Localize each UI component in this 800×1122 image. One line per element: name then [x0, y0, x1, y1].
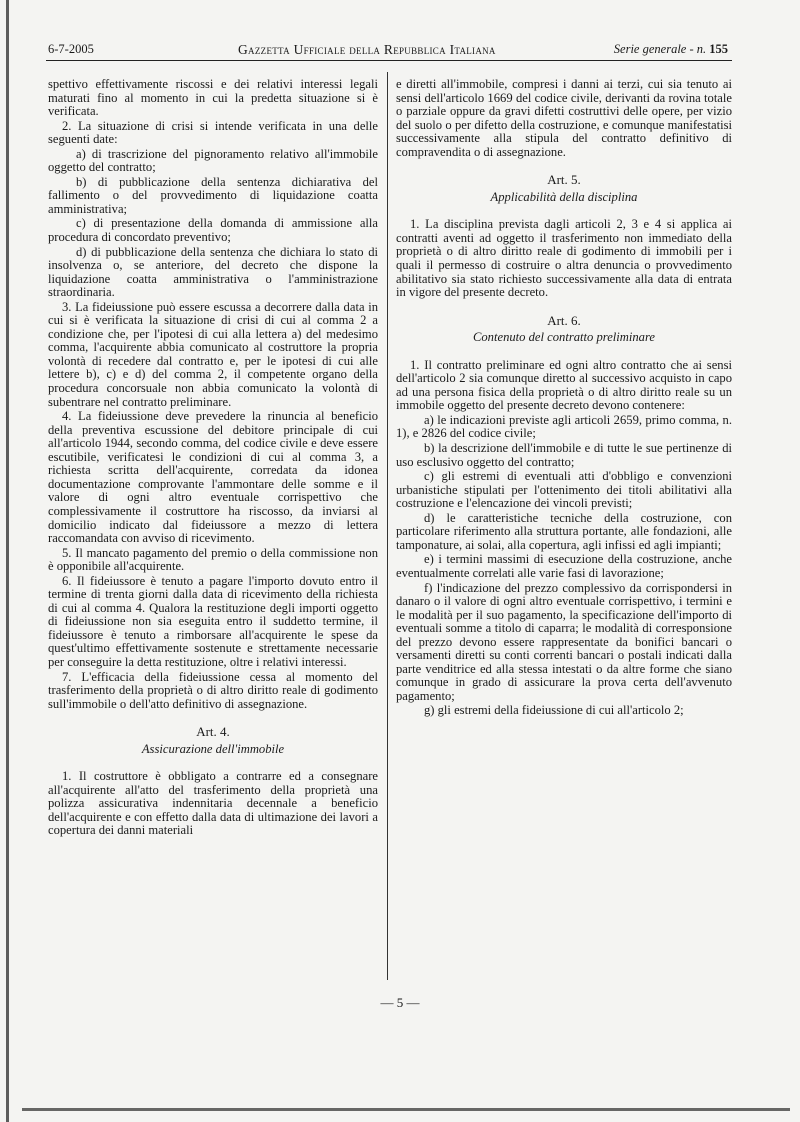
header-serie — [614, 42, 728, 57]
article-6-item-f: f) l'indicazione del prezzo complessivo da corrispondersi in danaro o il valore di ogni altro eventuale corrispettivo, i termini e le modalità per il suo pagamento, la specificazione dell'importo di eventuali somme a titolo di caparra; le modalità di corresponsione del prezzo devono essere rappresentate da bonifici bancari o versamenti diretti su conti correnti bancari o postali indicati dalla parte venditrice ed alla stessa intestati o da altre forme che siano comunque in grado di assicurare la prova certa dell'avvenuto pagamento; — [396, 580, 732, 703]
article-6-item-a: a) le indicazioni previste agli articoli 2659, primo comma, n. 1), e 2826 del codice civile; — [396, 412, 732, 441]
article-6-paragraph-1: 1. Il contratto preliminare ed ogni altro contratto che ai sensi dell'articolo 2 sia comunque diretto al successivo acquisto in capo ad una persona fisica della proprietà o di altro diritto reale su un immobile oggetto del presente decreto devono contenere: — [396, 357, 732, 413]
scan-edge — [6, 0, 9, 1122]
header-rule — [46, 60, 732, 61]
left-column — [48, 78, 378, 839]
article-4-title: Assicurazione dell'immobile — [141, 741, 285, 756]
header-date: 6-7-2005 — [48, 42, 94, 56]
left-item-a: a) di trascrizione del pignoramento relativo all'immobile oggetto del contratto; — [48, 146, 378, 175]
left-paragraph-7: 7. L'efficacia della fideiussione cessa al momento del trasferimento della proprietà o di altro diritto reale di godimento sull'immobile o dell'atto definitivo di assegnazione. — [48, 669, 378, 711]
left-item-d: d) di pubblicazione della sentenza che dichiara lo stato di insolvenza o, se anteriore, del decreto che dispone la liquidazione coatta amministrativa o l'amministrazione straordinaria. — [48, 244, 378, 300]
left-paragraph-3: 3. La fideiussione può essere escussa a decorrere dalla data in cui si è verificata la situazione di crisi di cui al comma 2 a condizione che, per l'ipotesi di cui alla lettera a) del medesimo comma, l'acquirente abbia comunicato al costruttore la propria volontà di recedere dal contratto e, per le ipotesi di cui alle lettere b), c) e d) del comma 2, il competente organo della procedura concorsuale non abbia comunicato la volontà di subentrare nel contratto preliminare. — [48, 299, 378, 409]
left-paragraph-6: 6. Il fideiussore è tenuto a pagare l'importo dovuto entro il termine di trenta giorni dalla data di ricevimento della richiesta di cui al comma 4. Qualora la restituzione degli importi oggetto di fideiussione non sia eseguita entro il suddetto termine, il fideiussore è tenuto a rimborsare all'acquirente le spese da quest'ultimo effettivamente sostenute e strettamente necessarie per conseguire la detta restituzione, oltre i relativi interessi. — [48, 573, 378, 669]
right-paragraph-1: e diretti all'immobile, compresi i danni ai terzi, cui sia tenuto ai sensi dell'articolo 1669 del codice civile, derivanti da rovina totale o parziale oppure da gravi difetti costruttivi delle opere, per vizio del suolo o per difetto della costruzione, e comunque manifestatisi successivamente alla stipula del contratto definitivo di compravendita o di assegnazione. — [396, 77, 732, 159]
article-5-title: Applicabilità della disciplina — [490, 189, 638, 204]
article-5-heading: Art. 5. — [547, 172, 581, 188]
article-6-heading: Art. 6. — [547, 312, 581, 328]
page-header — [48, 40, 728, 60]
header-title: Gazzetta Ufficiale della Repubblica Italiana — [238, 42, 496, 57]
article-6-item-e: e) i termini massimi di esecuzione della costruzione, anche eventualmente correlati alle varie fasi di lavorazione; — [396, 552, 732, 580]
header-serie-label: Serie generale - n. — [613, 42, 707, 56]
article-6-title: Contenuto del contratto preliminare — [472, 330, 655, 345]
article-6-item-d: d) le caratteristiche tecniche della costruzione, con particolare riferimento alla struttura portante, alle fondazioni, alle tamponature, ai solai, alla copertura, agli infissi ed agli impianti; — [396, 510, 732, 552]
article-5-paragraph-1: 1. La disciplina prevista dagli articoli 2, 3 e 4 si applica ai contratti aventi ad oggetto il trasferimento non immediato della proprietà o di altro diritto reale di godimento di immobili per i quali il permesso di costruire o altra denuncia o provvedimento abilitativo sia stato richiesto successivamente alla data di entrata in vigore del presente decreto. — [396, 217, 732, 300]
left-item-c: c) di presentazione della domanda di ammissione alla procedura di concordato preventivo; — [48, 216, 378, 245]
left-paragraph-4: 4. La fideiussione deve prevedere la rinuncia al beneficio della preventiva escussione del debitore principale di cui all'articolo 1944, secondo comma, del codice civile e deve essere escutibile, verificatesi le condizioni di cui al comma 3, a richiesta scritta dell'acquirente, corredata da idonea documentazione comprovante l'ammontare delle somme e il valore di ogni altro eventuale corrispettivo che complessivamente il costruttore ha riscosso, da inviarsi al domicilio indicato dal fideiussore a mezzo di lettera raccomandata con avviso di ricevimento. — [48, 409, 378, 546]
left-paragraph-2: 2. La situazione di crisi si intende verificata in una delle seguenti date: — [48, 118, 378, 147]
article-4-paragraph-1: 1. Il costruttore è obbligato a contrarre ed a consegnare all'acquirente all'atto del trasferimento della proprietà una polizza assicurativa indennitaria decennale a beneficio dell'acquirente e con effetto dalla data di ultimazione dei lavori a copertura dei danni materiali — [48, 769, 378, 838]
left-paragraph-1: spettivo effettivamente riscossi e dei relativi interessi legali maturati fino al momento in cui la predetta situazione si è verificata. — [48, 77, 378, 119]
article-6-item-g: g) gli estremi della fideiussione di cui all'articolo 2; — [424, 703, 684, 718]
scan-bottom-edge — [22, 1108, 790, 1111]
header-number: 155 — [709, 42, 728, 56]
left-paragraph-5: 5. Il mancato pagamento del premio o della commissione non è opponibile all'acquirente. — [48, 545, 378, 574]
article-6-item-c: c) gli estremi di eventuali atti d'obbligo e convenzioni urbanistiche stipulati per l'ottenimento dei titoli abilitativi alla costruzione e l'elencazione dei vincoli previsti; — [396, 469, 732, 511]
column-divider — [387, 72, 388, 980]
left-item-b: b) di pubblicazione della sentenza dichiarativa del fallimento o del provvedimento di liquidazione coatta amministrativa; — [48, 174, 378, 216]
article-4-heading: Art. 4. — [196, 724, 230, 740]
right-column — [396, 78, 732, 719]
article-6-item-b: b) la descrizione dell'immobile e di tutte le sue pertinenze di uso esclusivo oggetto del contratto; — [396, 441, 732, 469]
page-number: — 5 — — [380, 995, 420, 1010]
